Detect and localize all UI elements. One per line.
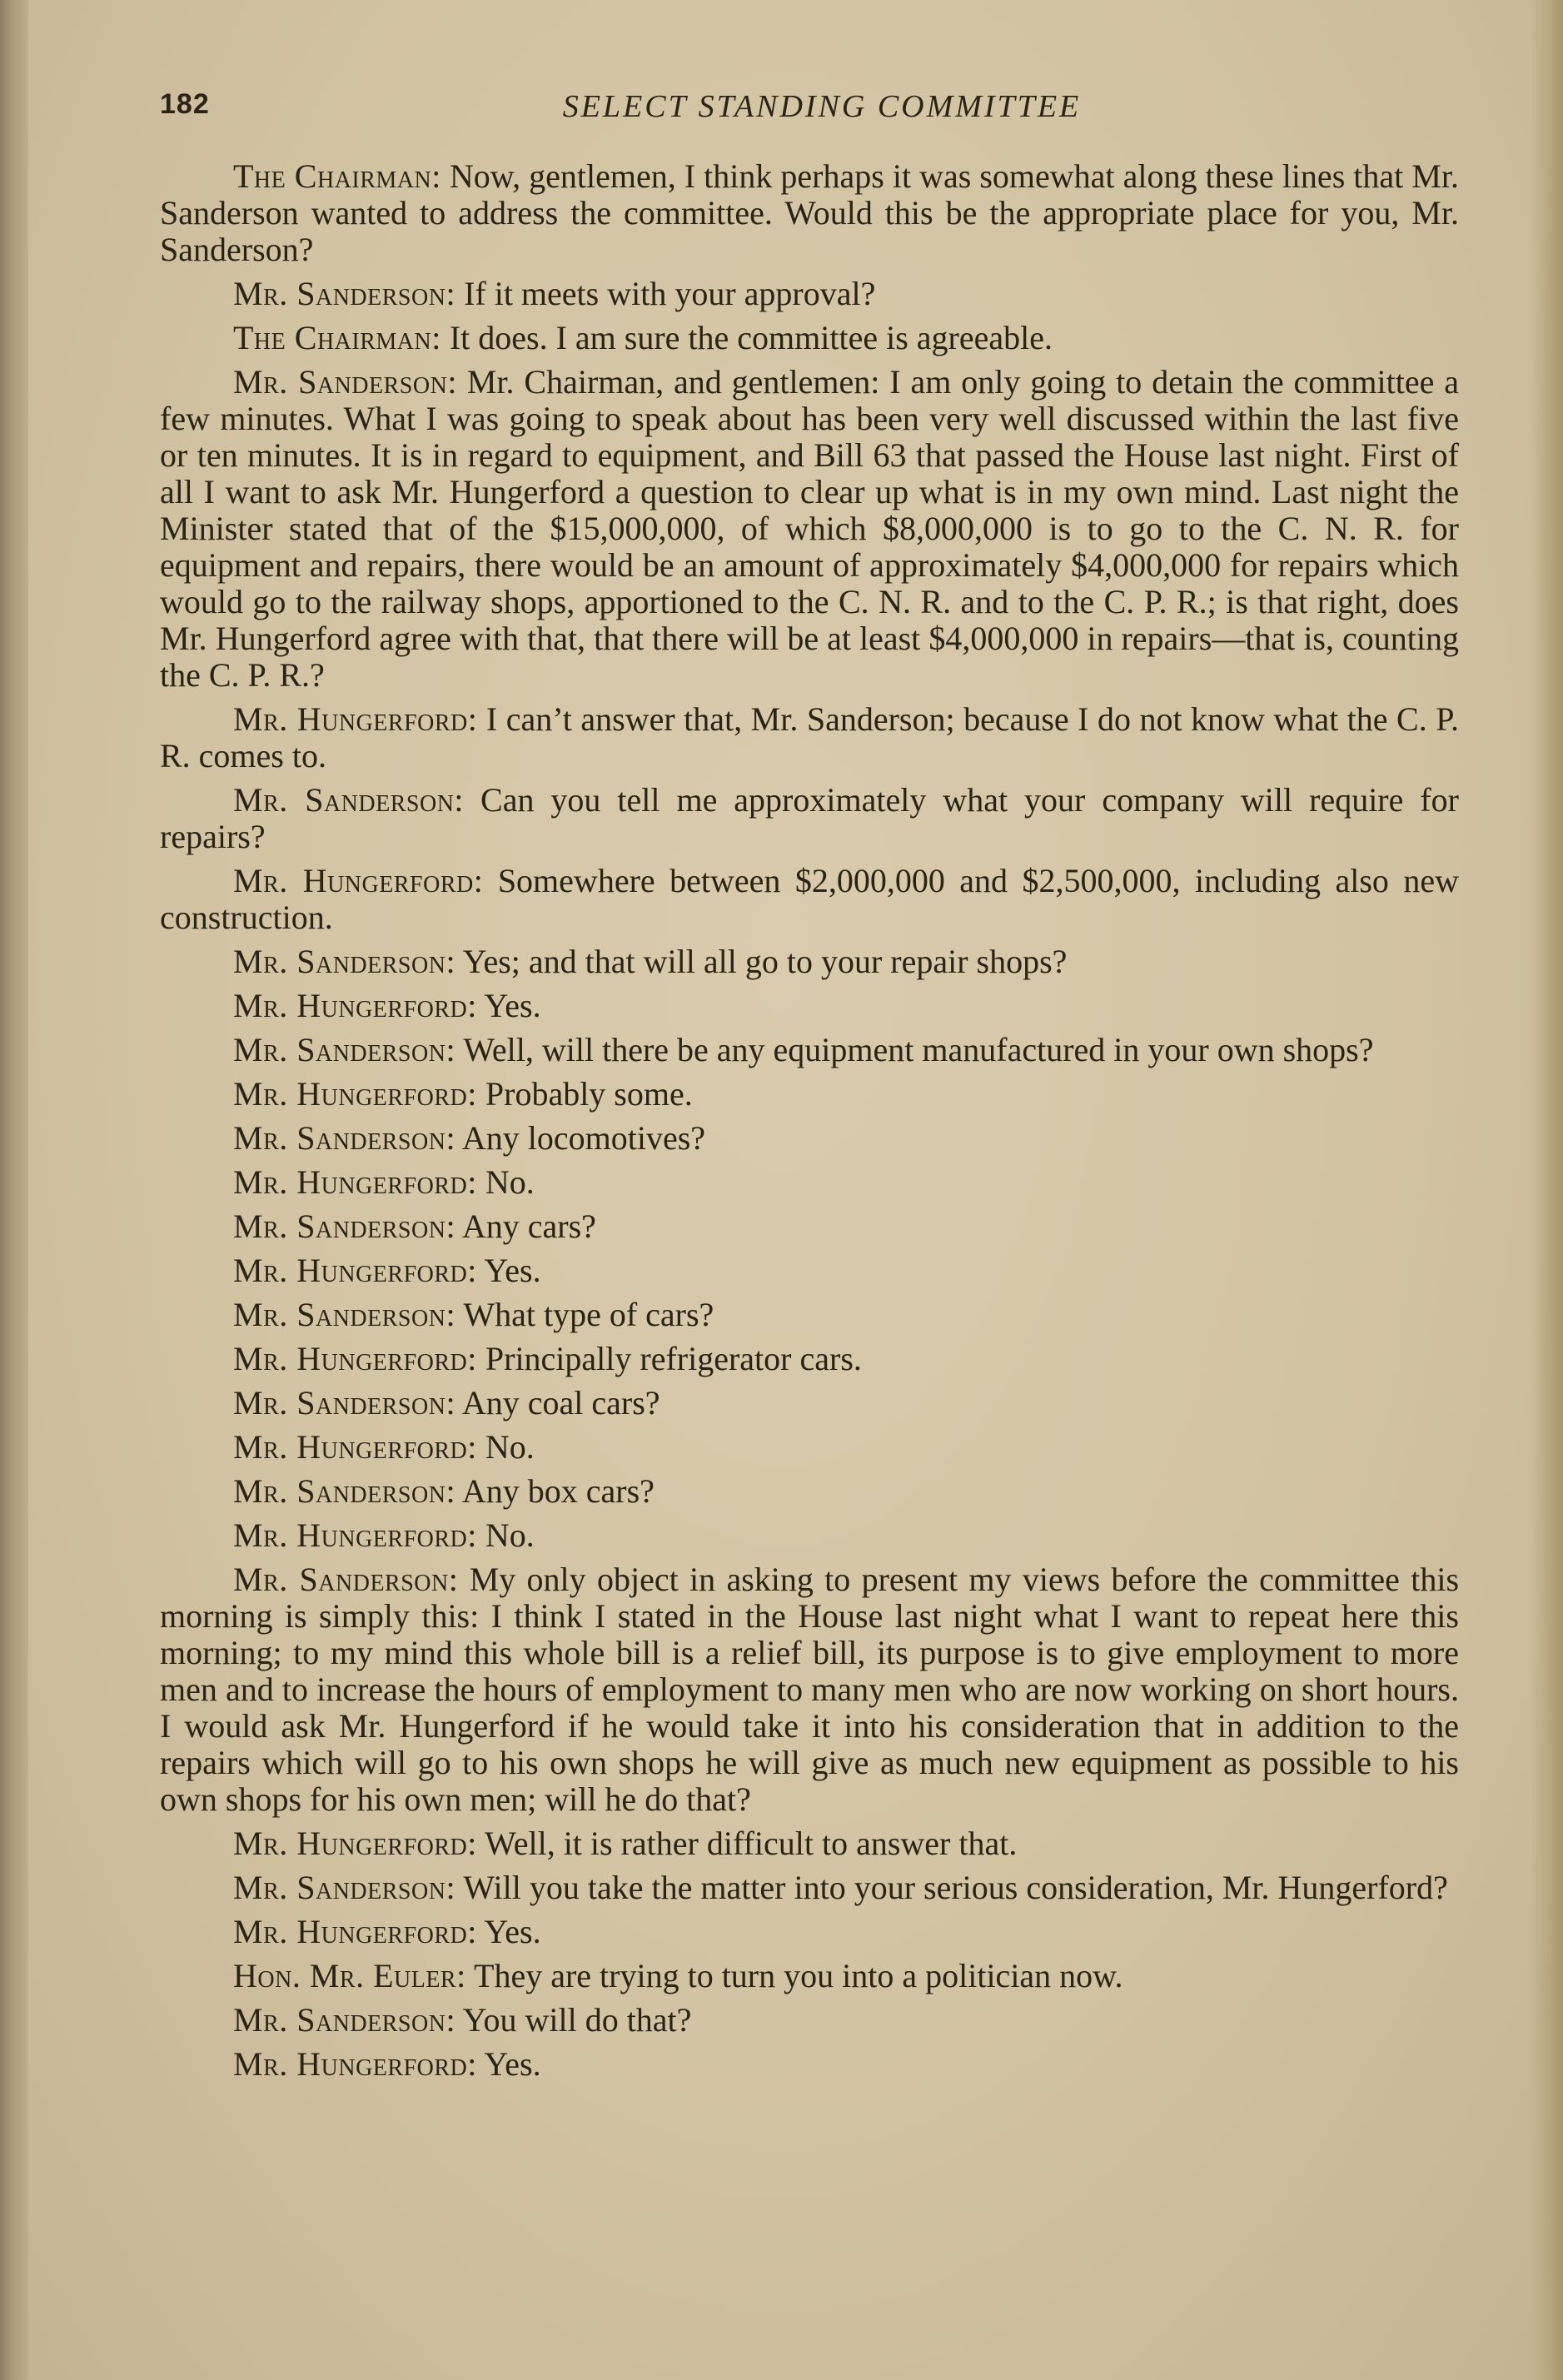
speaker-name: Mr. Hungerford:: [233, 1163, 477, 1201]
paragraph-text: Well, it is rather difficult to answer that.: [485, 1825, 1018, 1862]
speaker-name: Mr. Hungerford:: [233, 1428, 477, 1466]
speaker-name: Mr. Hungerford:: [233, 1913, 477, 1950]
transcript-paragraph: [160, 2002, 1459, 2039]
transcript-paragraph: [160, 158, 1459, 268]
speaker-name: Mr. Sanderson:: [233, 1296, 456, 1333]
paragraph-text: Probably some.: [485, 1075, 693, 1113]
paragraph-text: Yes; and that will all go to your repair shops?: [462, 943, 1068, 980]
speaker-name: The Chairman:: [233, 319, 441, 356]
transcript-paragraph: [160, 1561, 1459, 1818]
speaker-name: Mr. Hungerford:: [233, 1075, 477, 1113]
paragraph-text: Yes.: [484, 987, 541, 1024]
transcript-paragraph: [160, 1297, 1459, 1333]
speaker-name: Mr. Sanderson:: [233, 1472, 456, 1510]
book-spine-shadow: [0, 0, 28, 2380]
speaker-name: Mr. Sanderson:: [233, 275, 456, 312]
speaker-name: Mr. Sanderson:: [233, 1119, 456, 1157]
speaker-name: The Chairman:: [233, 157, 441, 195]
transcript-paragraph: [160, 1385, 1459, 1422]
speaker-name: Mr. Hungerford:: [233, 700, 478, 738]
transcript-paragraph: [160, 1473, 1459, 1510]
paragraph-text: Can you tell me approximately what your company will require for repairs?: [160, 781, 1459, 855]
transcript-body: [160, 158, 1459, 2090]
paragraph-text: My only object in asking to present my views before the committee this morning is simply this: I think I stated in the House last night what I want to repeat here this morning; to my mind this whole bill is a relief bill, its purpose is to give employment to more men and to increase the hours of employment to many men who are now working on short hours. I would ask Mr. Hungerford if he would take it into his consideration that in addition to the repairs which will go to his own shops he will give as much new equipment as possible to his own shops for his own men; will he do that?: [160, 1561, 1460, 1818]
page-number: 182: [160, 88, 210, 120]
transcript-paragraph: [160, 1870, 1459, 1906]
speaker-name: Mr. Hungerford:: [233, 1516, 477, 1554]
transcript-paragraph: [160, 1825, 1459, 1862]
transcript-paragraph: [160, 1517, 1459, 1554]
transcript-paragraph: [160, 944, 1459, 980]
transcript-paragraph: [160, 1076, 1459, 1113]
speaker-name: Mr. Hungerford:: [233, 1252, 477, 1289]
page-edge-shadow: [1530, 0, 1563, 2380]
transcript-paragraph: [160, 863, 1459, 936]
transcript-paragraph: [160, 364, 1459, 694]
transcript-paragraph: [160, 1914, 1459, 1950]
speaker-name: Mr. Sanderson:: [233, 1031, 456, 1068]
paragraph-text: Well, will there be any equipment manufactured in your own shops?: [463, 1031, 1374, 1068]
transcript-paragraph: [160, 1120, 1459, 1157]
transcript-paragraph: [160, 320, 1459, 356]
speaker-name: Mr. Sanderson:: [233, 943, 456, 980]
running-title: SELECT STANDING COMMITTEE: [562, 89, 1082, 124]
speaker-name: Mr. Sanderson:: [233, 1561, 459, 1598]
paragraph-text: What type of cars?: [463, 1296, 714, 1333]
paragraph-text: Somewhere between $2,000,000 and $2,500,000, including also new construction.: [160, 862, 1460, 936]
running-header: [160, 88, 1459, 130]
paragraph-text: I can’t answer that, Mr. Sanderson; because I do not know what the C. P. R. comes to.: [160, 700, 1460, 774]
speaker-name: Mr. Hungerford:: [233, 862, 484, 899]
speaker-name: Mr. Sanderson:: [233, 1384, 456, 1422]
transcript-paragraph: [160, 1252, 1459, 1289]
paragraph-text: Any coal cars?: [461, 1384, 660, 1422]
speaker-name: Mr. Hungerford:: [233, 1340, 477, 1377]
transcript-paragraph: [160, 988, 1459, 1024]
speaker-name: Mr. Hungerford:: [233, 2045, 477, 2083]
paragraph-text: No.: [485, 1428, 535, 1466]
paragraph-text: No.: [485, 1163, 535, 1201]
transcript-paragraph: [160, 1958, 1459, 1994]
speaker-name: Mr. Sanderson:: [233, 363, 457, 401]
speaker-name: Mr. Sanderson:: [233, 781, 465, 819]
transcript-paragraph: [160, 2046, 1459, 2083]
paragraph-text: Yes.: [484, 1913, 541, 1950]
paragraph-text: Any cars?: [461, 1207, 596, 1245]
transcript-paragraph: [160, 276, 1459, 312]
transcript-paragraph: [160, 701, 1459, 774]
paragraph-text: Now, gentlemen, I think perhaps it was somewhat along these lines that Mr. Sanderson wanted to address the committee. Would this be the appropriate place for you, Mr. Sanderson?: [160, 157, 1459, 268]
paragraph-text: Any locomotives?: [461, 1119, 706, 1157]
paragraph-text: Any box cars?: [461, 1472, 655, 1510]
transcript-paragraph: [160, 1341, 1459, 1377]
speaker-name: Mr. Hungerford:: [233, 987, 477, 1024]
paragraph-text: It does. I am sure the committee is agreeable.: [449, 319, 1053, 356]
speaker-name: Hon. Mr. Euler:: [233, 1957, 466, 1994]
paragraph-text: Yes.: [484, 1252, 541, 1289]
paragraph-text: You will do that?: [462, 2001, 692, 2039]
paragraph-text: If it meets with your approval?: [464, 275, 876, 312]
paragraph-text: Yes.: [484, 2045, 541, 2083]
speaker-name: Mr. Hungerford:: [233, 1825, 477, 1862]
paragraph-text: Principally refrigerator cars.: [485, 1340, 862, 1377]
paragraph-text: They are trying to turn you into a politician now.: [474, 1957, 1123, 1994]
transcript-paragraph: [160, 782, 1459, 855]
transcript-paragraph: [160, 1208, 1459, 1245]
transcript-paragraph: [160, 1164, 1459, 1201]
paragraph-text: No.: [485, 1516, 535, 1554]
transcript-paragraph: [160, 1429, 1459, 1466]
paragraph-text: Will you take the matter into your serious consideration, Mr. Hungerford?: [463, 1869, 1448, 1906]
speaker-name: Mr. Sanderson:: [233, 1207, 456, 1245]
transcript-paragraph: [160, 1032, 1459, 1068]
speaker-name: Mr. Sanderson:: [233, 2001, 456, 2039]
speaker-name: Mr. Sanderson:: [233, 1869, 456, 1906]
paragraph-text: Mr. Chairman, and gentlemen: I am only going to detain the committee a few minutes. What I was going to speak about has been very well discussed within the last five or ten minutes. It is in regard to equipment, and Bill 63 that passed the House last night. First of all I want to ask Mr. Hungerford a question to clear up what is in my own mind. Last night the Minister stated that of the $15,000,000, of which $8,000,000 is to go to the C. N. R. for equipment and repairs, there would be an amount of approximately $4,000,000 for repairs which would go to the railway shops, apportioned to the C. N. R. and to the C. P. R.; is that right, does Mr. Hungerford agree with that, that there will be at least $4,000,000 in repairs—that is, counting the C. P. R.?: [160, 363, 1460, 694]
